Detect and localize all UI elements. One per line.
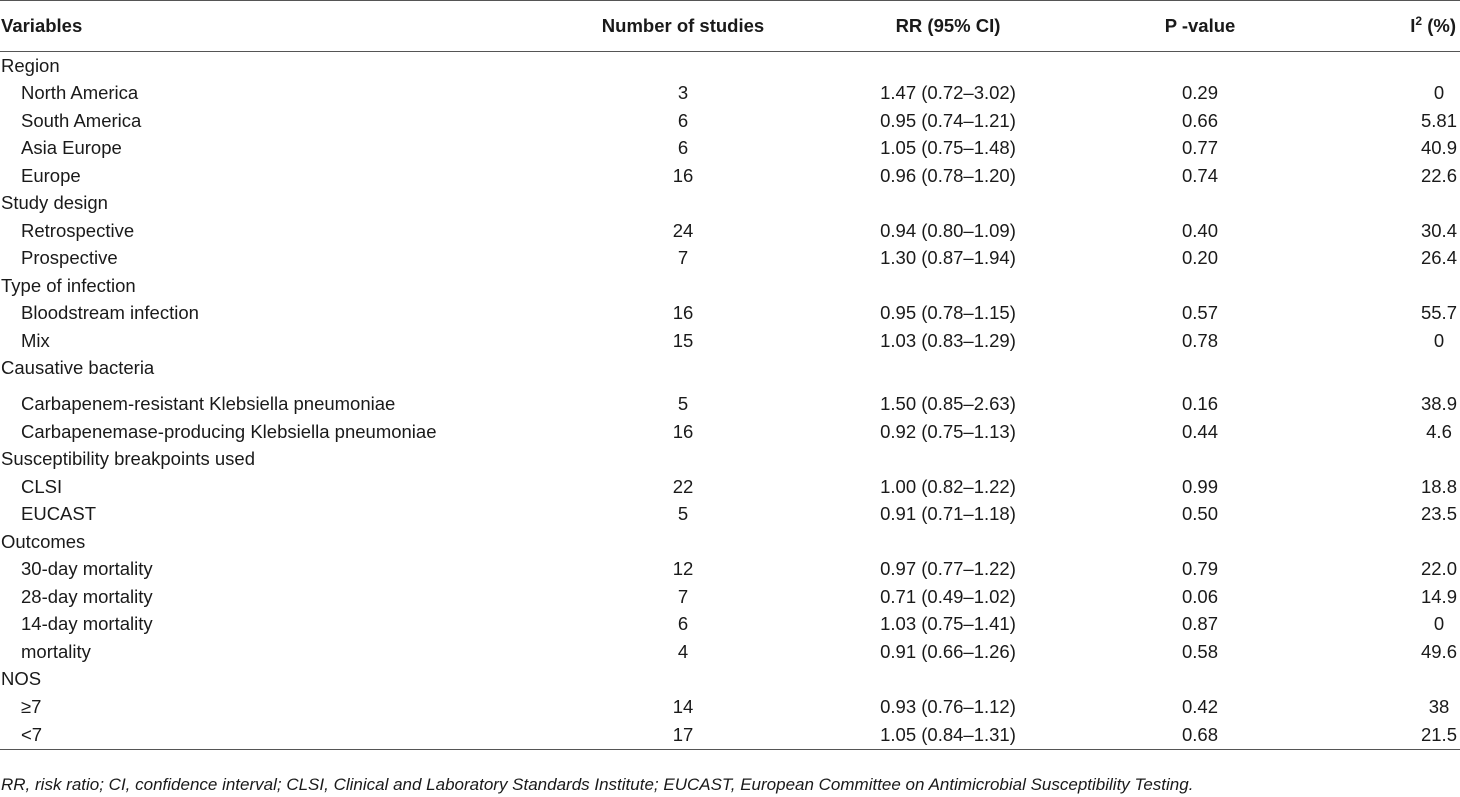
cell-i2: 38 — [1428, 695, 1450, 717]
cell-p-value: 0.57 — [1181, 302, 1218, 324]
section-row — [0, 666, 1460, 694]
cell-rr: 1.30 (0.87–1.94) — [880, 247, 1016, 269]
row-label: CLSI — [21, 475, 63, 497]
cell-rr: 0.96 (0.78–1.20) — [880, 164, 1016, 186]
row-label: South America — [21, 109, 142, 131]
cell-rr: 0.94 (0.80–1.09) — [880, 219, 1016, 241]
cell-p-value: 0.77 — [1181, 137, 1218, 159]
row-label: Carbapenem-resistant Klebsiella pneumoniae — [21, 393, 396, 414]
table-row — [0, 611, 1460, 639]
section-row — [0, 272, 1460, 300]
row-label: EUCAST — [21, 503, 97, 525]
table-row — [0, 693, 1460, 721]
table-footnote: RR, risk ratio; CI, confidence interval; CLSI, Clinical and Laboratory Standards Institute; EUCAST, European Committee on Antimicrobial Susceptibility Testing. — [1, 775, 1194, 794]
table-row — [0, 300, 1460, 328]
table-row — [0, 217, 1460, 245]
row-label: 28-day mortality — [21, 585, 153, 607]
section-row — [0, 528, 1460, 556]
table-row — [0, 80, 1460, 108]
table-row — [0, 382, 1460, 418]
header-p-value: P -value — [1070, 1, 1320, 52]
row-label: Mix — [21, 329, 50, 351]
cell-number-of-studies: 16 — [672, 164, 694, 186]
cell-rr: 0.95 (0.74–1.21) — [880, 109, 1016, 131]
cell-p-value: 0.99 — [1181, 475, 1218, 497]
row-label: <7 — [0, 721, 560, 750]
cell-i2: 55.7 — [1420, 302, 1457, 324]
table-row — [0, 721, 1460, 750]
cell-i2: 22.6 — [1420, 164, 1457, 186]
cell-i2: 26.4 — [1420, 247, 1457, 269]
cell-p-value: 0.87 — [1181, 613, 1218, 635]
header-i2-base: I — [1410, 15, 1416, 37]
cell-rr: 0.97 (0.77–1.22) — [880, 558, 1016, 580]
cell-i2: 4.6 — [1426, 420, 1452, 442]
table-row — [0, 473, 1460, 501]
cell-number-of-studies: 6 — [677, 613, 689, 635]
section-title: Causative bacteria — [1, 357, 155, 379]
row-label: mortality — [21, 640, 91, 662]
table-row — [0, 556, 1460, 584]
cell-rr: 0.91 (0.71–1.18) — [880, 503, 1016, 525]
cell-rr: 0.92 (0.75–1.13) — [880, 420, 1016, 442]
row-label: Carbapenemase-producing Klebsiella pneumoniae — [21, 420, 437, 442]
row-label: Prospective — [21, 247, 118, 269]
cell-i2: 30.4 — [1420, 219, 1457, 241]
cell-i2: 22.0 — [1420, 558, 1457, 580]
cell-rr: 1.00 (0.82–1.22) — [880, 475, 1016, 497]
section-row — [0, 446, 1460, 474]
cell-rr: 0.91 (0.66–1.26) — [880, 640, 1016, 662]
cell-p-value: 0.50 — [1181, 503, 1218, 525]
row-label: 30-day mortality — [21, 558, 153, 580]
cell-i2: 5.81 — [1420, 109, 1457, 131]
cell-i2: 40.9 — [1420, 137, 1457, 159]
table-row — [0, 327, 1460, 355]
section-title: Type of infection — [1, 274, 136, 296]
cell-p-value: 0.74 — [1181, 164, 1218, 186]
row-label: Retrospective — [21, 219, 135, 241]
row-label: ≥7 — [21, 695, 42, 717]
cell-i2: 0 — [1433, 329, 1445, 351]
table-row — [0, 501, 1460, 529]
cell-rr: 0.93 (0.76–1.12) — [880, 695, 1016, 717]
cell-rr: 1.05 (0.75–1.48) — [880, 137, 1016, 159]
table-row — [0, 418, 1460, 446]
header-number-of-studies: Number of studies — [560, 1, 806, 52]
cell-i2: 14.9 — [1420, 585, 1457, 607]
section-title: NOS — [1, 668, 42, 690]
cell-p-value: 0.66 — [1181, 109, 1218, 131]
cell-number-of-studies: 5 — [677, 393, 689, 414]
cell-i2: 0 — [1433, 82, 1445, 104]
table-row — [0, 162, 1460, 190]
cell-number-of-studies: 6 — [677, 109, 689, 131]
cell-rr: 0.71 (0.49–1.02) — [880, 585, 1016, 607]
cell-number-of-studies: 15 — [672, 329, 694, 351]
cell-i2: 23.5 — [1420, 503, 1457, 525]
cell-rr: 1.03 (0.75–1.41) — [880, 613, 1016, 635]
cell-p-value: 0.58 — [1181, 640, 1218, 662]
table-row — [0, 583, 1460, 611]
cell-number-of-studies: 5 — [677, 503, 689, 525]
cell-i2: 0 — [1433, 613, 1445, 635]
section-title: Outcomes — [1, 530, 86, 552]
header-i2 — [1320, 1, 1460, 52]
table-header — [0, 1, 1460, 52]
cell-number-of-studies: 4 — [677, 640, 689, 662]
cell-rr: 1.47 (0.72–3.02) — [880, 82, 1016, 104]
cell-number-of-studies: 12 — [672, 558, 694, 580]
row-label: Asia Europe — [21, 137, 122, 159]
table-row — [0, 245, 1460, 273]
table-row — [0, 135, 1460, 163]
cell-number-of-studies: 7 — [677, 585, 689, 607]
table-body — [0, 52, 1460, 750]
header-i2-sup: 2 — [1415, 14, 1423, 29]
cell-p-value: 0.16 — [1181, 393, 1218, 414]
cell-p-value: 0.29 — [1181, 82, 1218, 104]
cell-p-value: 0.44 — [1181, 420, 1218, 442]
header-variables: Variables — [0, 1, 560, 52]
cell-number-of-studies: 17 — [560, 721, 806, 750]
cell-p-value: 0.42 — [1181, 695, 1218, 717]
row-label: 14-day mortality — [21, 613, 153, 635]
cell-i2: 38.9 — [1420, 393, 1457, 414]
header-i2-unit: (%) — [1422, 15, 1456, 37]
cell-number-of-studies: 14 — [672, 695, 694, 717]
header-rr: RR (95% CI) — [806, 1, 1070, 52]
cell-p-value: 0.79 — [1181, 558, 1218, 580]
cell-rr: 1.50 (0.85–2.63) — [880, 393, 1016, 414]
section-title: Study design — [1, 192, 108, 214]
cell-i2: 49.6 — [1420, 640, 1457, 662]
table-row — [0, 638, 1460, 666]
cell-p-value: 0.68 — [1070, 721, 1320, 750]
section-title: Region — [1, 54, 60, 76]
cell-number-of-studies: 16 — [672, 420, 694, 442]
row-label: Europe — [21, 164, 81, 186]
cell-number-of-studies: 22 — [672, 475, 694, 497]
cell-number-of-studies: 3 — [677, 82, 689, 104]
cell-number-of-studies: 24 — [672, 219, 694, 241]
cell-p-value: 0.40 — [1181, 219, 1218, 241]
cell-i2: 18.8 — [1420, 475, 1457, 497]
header-row — [0, 1, 1460, 52]
cell-rr: 1.03 (0.83–1.29) — [880, 329, 1016, 351]
cell-number-of-studies: 16 — [672, 302, 694, 324]
section-row — [0, 52, 1460, 80]
cell-number-of-studies: 6 — [677, 137, 689, 159]
section-title: Susceptibility breakpoints used — [1, 448, 256, 470]
cell-p-value: 0.06 — [1181, 585, 1218, 607]
cell-p-value: 0.78 — [1181, 329, 1218, 351]
table-row — [0, 107, 1460, 135]
cell-rr: 1.05 (0.84–1.31) — [806, 721, 1070, 750]
cell-p-value: 0.20 — [1181, 247, 1218, 269]
row-label: North America — [21, 82, 139, 104]
cell-number-of-studies: 7 — [677, 247, 689, 269]
cell-i2: 21.5 — [1320, 721, 1460, 750]
section-row — [0, 355, 1460, 383]
section-row — [0, 190, 1460, 218]
row-label: Bloodstream infection — [21, 302, 199, 324]
cell-rr: 0.95 (0.78–1.15) — [880, 302, 1016, 324]
